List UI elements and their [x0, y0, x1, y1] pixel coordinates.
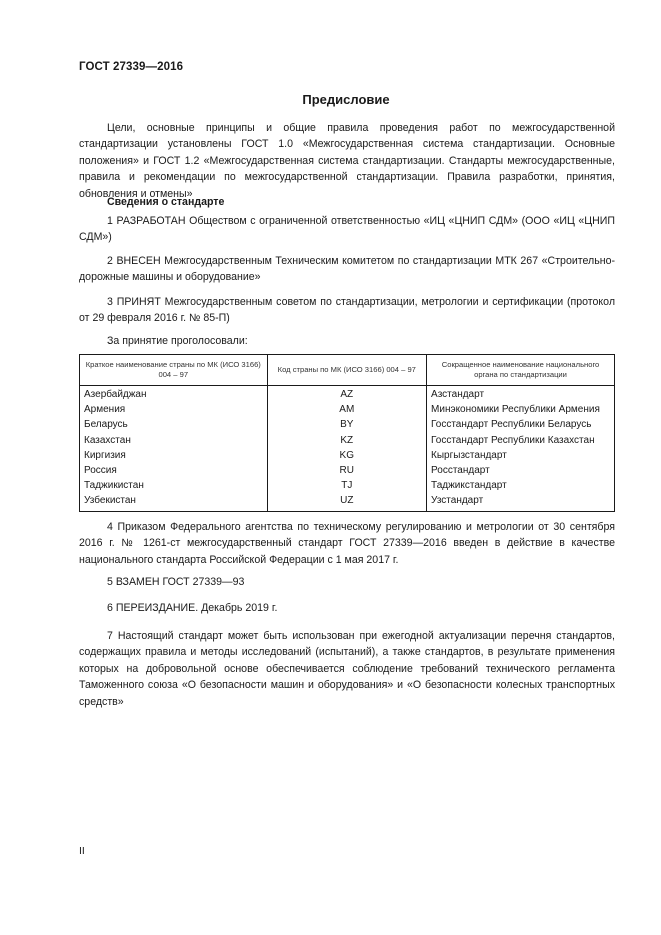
cell-body: Азстандарт: [427, 386, 615, 403]
cell-code: TJ: [267, 478, 427, 493]
item-3: 3 ПРИНЯТ Межгосударственным советом по стандартизации, метрологии и сертификации (протокол от 29 февраля 2016 г. № 85-П): [79, 296, 615, 325]
table-row: [80, 463, 615, 478]
intro-paragraph: Цели, основные принципы и общие правила проведения работ по межгосударственной стандартизации установлены ГОСТ 1.0 «Межгосударственная система стандартизации. Основные положения» и ГОСТ 1.2 «Межгосударственная система стандартизации. Стандарты межгосударственные, правила и рекомендации по межгосударственной стандартизации. Правила разработки, принятия, обновления и отмены»: [79, 122, 615, 200]
cell-body: Минэкономики Республики Армения: [427, 402, 615, 417]
cell-code: UZ: [267, 493, 427, 511]
table-row: [80, 478, 615, 493]
table-row: [80, 493, 615, 511]
table-row: [80, 433, 615, 448]
table-row: [80, 386, 615, 403]
table-header-row: [80, 355, 615, 386]
cell-country: Киргизия: [80, 448, 268, 463]
document-header: ГОСТ 27339—2016: [79, 61, 184, 73]
table-row: [80, 417, 615, 432]
cell-body: Госстандарт Республики Казахстан: [427, 433, 615, 448]
item-1: 1 РАЗРАБОТАН Обществом с ограниченной ответственностью «ИЦ «ЦНИП СДМ» (ООО «ИЦ «ЦНИП СДМ»): [79, 215, 615, 244]
cell-code: BY: [267, 417, 427, 432]
table-row: [80, 402, 615, 417]
item-4: 4 Приказом Федерального агентства по техническому регулированию и метрологии от 30 сентября 2016 г. № 1261-ст межгосударственный стандарт ГОСТ 27339—2016 введен в действие в качестве национального стандарта Российской Федерации с 1 мая 2017 г.: [79, 521, 615, 566]
header-body: Сокращенное наименование национального органа по стандартизации: [427, 355, 615, 386]
item-6: 6 ПЕРЕИЗДАНИЕ. Декабрь 2019 г.: [107, 602, 278, 614]
item-2: 2 ВНЕСЕН Межгосударственным Техническим комитетом по стандартизации МТК 267 «Строительно-дорожные машины и оборудование»: [79, 255, 615, 284]
cell-body: Госстандарт Республики Беларусь: [427, 417, 615, 432]
votes-table: [79, 354, 615, 512]
cell-code: AZ: [267, 386, 427, 403]
voted-label: За принятие проголосовали:: [107, 335, 248, 347]
cell-country: Россия: [80, 463, 268, 478]
cell-code: KZ: [267, 433, 427, 448]
cell-body: Кыргызстандарт: [427, 448, 615, 463]
info-heading: Сведения о стандарте: [107, 196, 225, 208]
cell-body: Таджикстандарт: [427, 478, 615, 493]
cell-code: RU: [267, 463, 427, 478]
item-5: 5 ВЗАМЕН ГОСТ 27339—93: [107, 576, 245, 588]
cell-body: Узстандарт: [427, 493, 615, 511]
cell-country: Узбекистан: [80, 493, 268, 511]
header-code: Код страны по МК (ИСО 3166) 004 – 97: [267, 355, 427, 386]
cell-code: AM: [267, 402, 427, 417]
cell-country: Азербайджан: [80, 386, 268, 403]
table-row: [80, 448, 615, 463]
cell-country: Армения: [80, 402, 268, 417]
cell-country: Беларусь: [80, 417, 268, 432]
cell-code: KG: [267, 448, 427, 463]
cell-country: Казахстан: [80, 433, 268, 448]
header-country: Краткое наименование страны по МК (ИСО 3166) 004 – 97: [80, 355, 268, 386]
cell-body: Росстандарт: [427, 463, 615, 478]
cell-country: Таджикистан: [80, 478, 268, 493]
item-7: 7 Настоящий стандарт может быть использован при ежегодной актуализации перечня стандартов, содержащих правила и методы исследований (испытаний), а также стандартов, в результате применения которых на добровольной основе обеспечивается соблюдение требований технического регламента Таможенного союза «О безопасности машин и оборудования» и «О безопасности колесных транспортных средств»: [79, 630, 615, 708]
page-title: Предисловие: [302, 92, 390, 107]
page-number: II: [79, 845, 85, 857]
